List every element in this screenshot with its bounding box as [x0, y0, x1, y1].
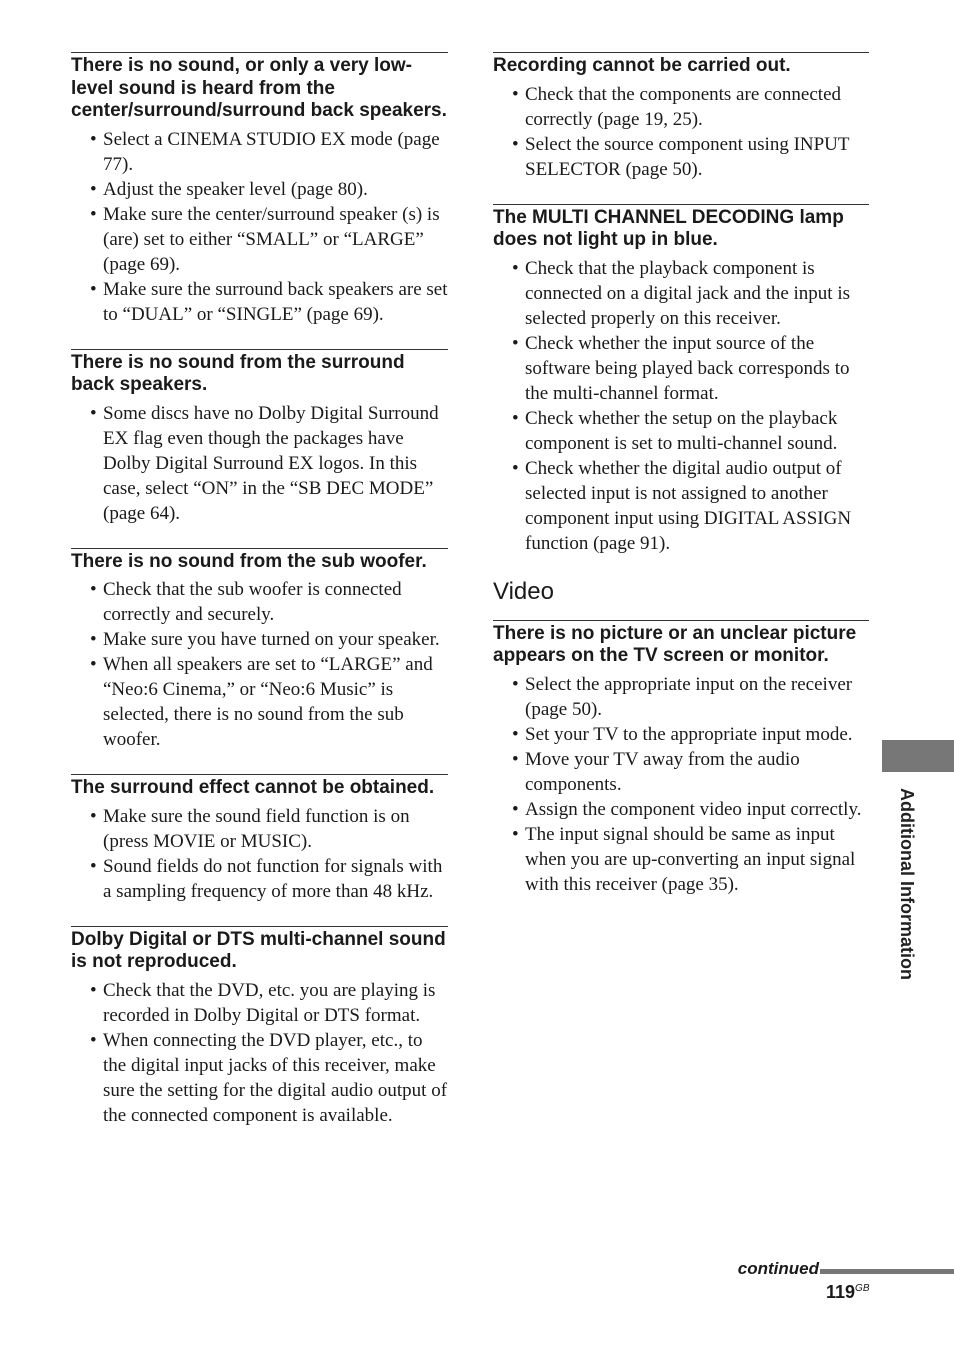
section-heading: There is no sound, or only a very low-level sound is heard from the center/surround/surround back speakers. — [71, 55, 447, 121]
bullet-item: • Some discs have no Dolby Digital Surround EX flag even though the packages have Dolby Digital Surround EX logos. In this case, select “ON” in the “SB DEC MODE” (page 64). — [103, 401, 448, 526]
continued-label: continued — [737, 1259, 819, 1278]
bullet-item: • Check whether the input source of the software being played back corresponds to the multi-channel format. — [525, 331, 869, 406]
bullet-item: • Make sure you have turned on your speaker. — [103, 627, 448, 652]
section-heading: There is no sound from the surround back speakers. — [71, 351, 405, 395]
troubleshooting-section — [493, 52, 869, 182]
section-tab-marker — [882, 740, 954, 772]
page-number-suffix: GB — [855, 1283, 870, 1294]
right-top-sections — [493, 52, 869, 556]
bullet-item: • Check that the playback component is connected on a digital jack and the input is selected properly on this receiver. — [525, 256, 869, 331]
continued-indicator — [724, 1259, 954, 1279]
bullet-list — [493, 672, 869, 897]
continued-bar — [820, 1269, 954, 1274]
bullet-item: • Select a CINEMA STUDIO EX mode (page 77). — [103, 127, 448, 177]
bullet-item: • Check whether the digital audio output of selected input is not assigned to another component input using DIGITAL ASSIGN function (page 91). — [525, 456, 869, 556]
bullet-item: • Make sure the center/surround speaker (s) is (are) set to either “SMALL” or “LARGE” (page 69). — [103, 202, 448, 277]
bullet-item: • Move your TV away from the audio components. — [525, 747, 869, 797]
bullet-list — [71, 978, 448, 1128]
right-column — [493, 52, 869, 919]
section-side-label: Additional Information — [897, 788, 917, 980]
bullet-item: • Sound fields do not function for signals with a sampling frequency of more than 48 kHz. — [103, 854, 448, 904]
bullet-list — [71, 127, 448, 327]
video-sections — [493, 620, 869, 897]
bullet-item: • The input signal should be same as input when you are up-converting an input signal with this receiver (page 35). — [525, 822, 869, 897]
troubleshooting-section — [71, 349, 448, 526]
bullet-list — [71, 401, 448, 526]
bullet-item: • Adjust the speaker level (page 80). — [103, 177, 448, 202]
bullet-item: • When connecting the DVD player, etc., to the digital input jacks of this receiver, make sure the setting for the digital audio output of the connected component is available. — [103, 1028, 448, 1128]
bullet-item: • Make sure the surround back speakers are set to “DUAL” or “SINGLE” (page 69). — [103, 277, 448, 327]
video-heading: Video — [493, 577, 554, 605]
bullet-item: • Assign the component video input correctly. — [525, 797, 869, 822]
troubleshooting-section — [493, 204, 869, 556]
section-heading: The MULTI CHANNEL DECODING lamp does not light up in blue. — [493, 206, 844, 250]
troubleshooting-section — [493, 620, 869, 897]
section-heading: Recording cannot be carried out. — [493, 55, 791, 76]
bullet-item: • Check that the sub woofer is connected correctly and securely. — [103, 577, 448, 627]
section-heading: The surround effect cannot be obtained. — [71, 777, 435, 798]
troubleshooting-section — [71, 774, 448, 904]
bullet-list — [71, 804, 448, 904]
section-heading: Dolby Digital or DTS multi-channel sound is not reproduced. — [71, 928, 446, 972]
bullet-list — [71, 577, 448, 752]
bullet-item: • When all speakers are set to “LARGE” and “Neo:6 Cinema,” or “Neo:6 Music” is selected, there is no sound from the sub woofer. — [103, 652, 448, 752]
troubleshooting-section — [71, 52, 448, 327]
bullet-list — [493, 82, 869, 182]
bullet-item: • Select the source component using INPUT SELECTOR (page 50). — [525, 132, 869, 182]
page-number-value: 119 — [826, 1282, 856, 1302]
bullet-item: • Select the appropriate input on the receiver (page 50). — [525, 672, 869, 722]
bullet-item: • Check that the components are connected correctly (page 19, 25). — [525, 82, 869, 132]
bullet-list — [493, 256, 869, 556]
left-column — [71, 52, 448, 1150]
troubleshooting-section — [71, 926, 448, 1128]
bullet-item: • Check whether the setup on the playback component is set to multi-channel sound. — [525, 406, 869, 456]
bullet-item: • Check that the DVD, etc. you are playing is recorded in Dolby Digital or DTS format. — [103, 978, 448, 1028]
page-number — [826, 1282, 870, 1303]
section-heading: There is no sound from the sub woofer. — [71, 550, 427, 572]
bullet-item: • Set your TV to the appropriate input mode. — [525, 722, 869, 747]
troubleshooting-section — [71, 548, 448, 753]
bullet-item: • Make sure the sound field function is on (press MOVIE or MUSIC). — [103, 804, 448, 854]
section-heading: There is no picture or an unclear picture appears on the TV screen or monitor. — [493, 622, 857, 666]
